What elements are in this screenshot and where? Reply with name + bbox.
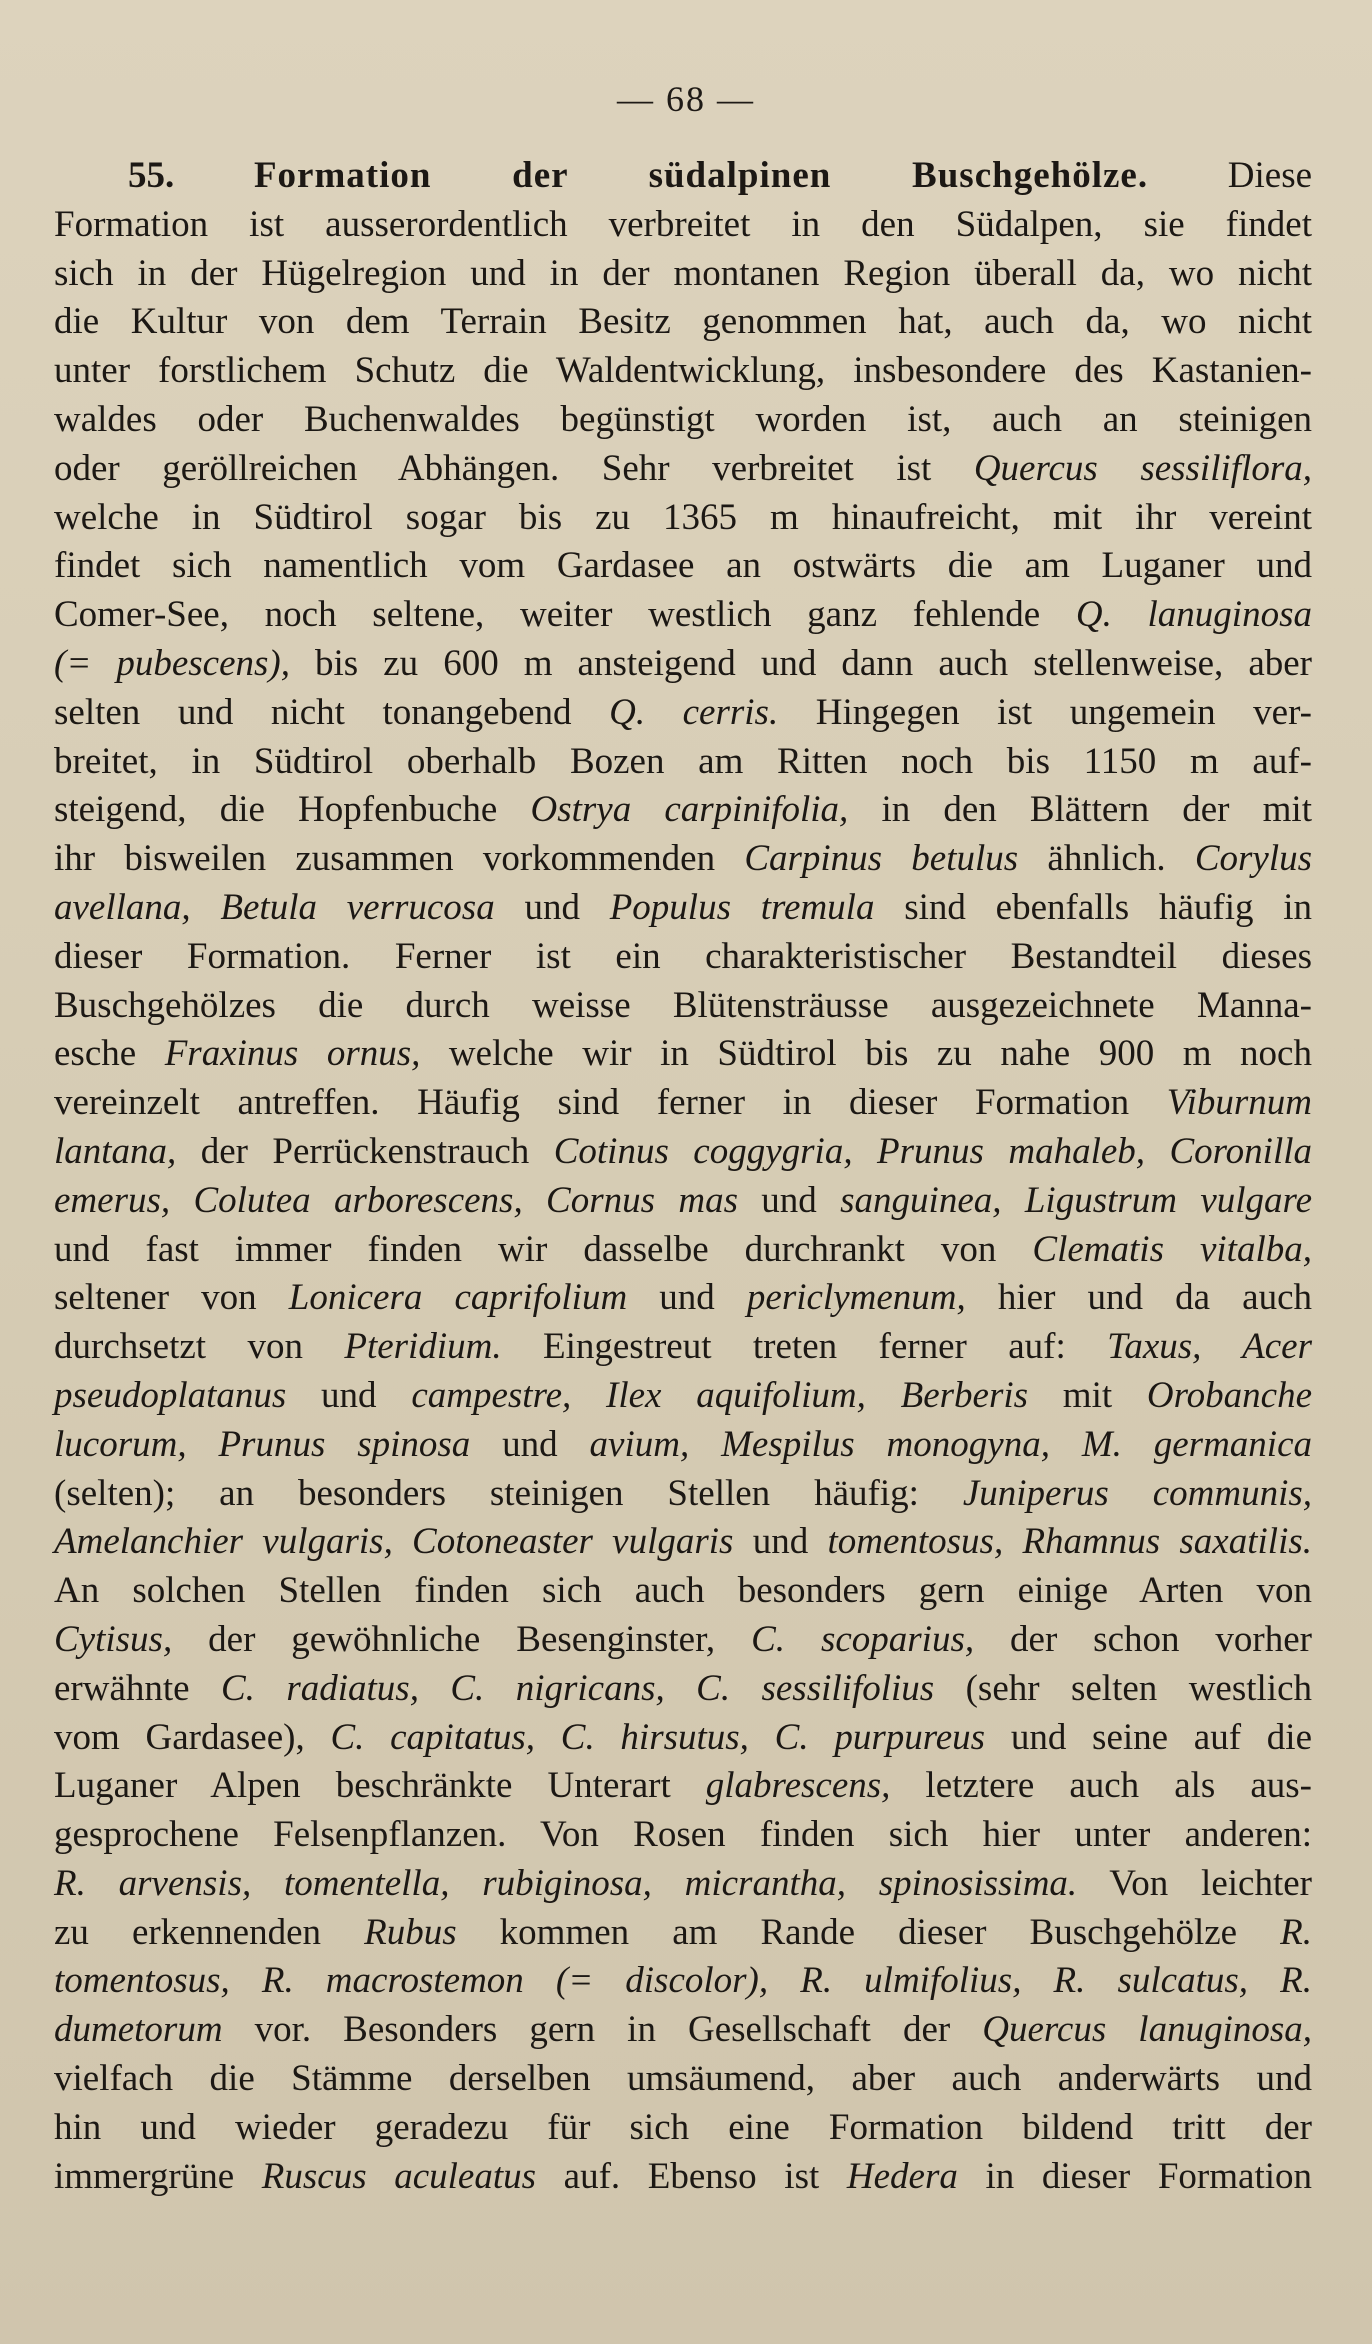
text-run: vor. Besonders gern in Gesellschaft der	[222, 2009, 983, 2051]
text-line	[54, 1274, 1312, 1323]
text-line	[54, 1665, 1312, 1714]
text-line	[54, 347, 1312, 396]
text-run: und	[494, 886, 610, 928]
italic-taxon: Hedera	[846, 2155, 958, 2197]
text-line	[54, 591, 1312, 640]
text-run: ihr bisweilen zusammen vorkommenden	[54, 838, 745, 880]
text-line	[54, 1518, 1312, 1567]
text-run: der Perrückenstrauch	[176, 1130, 554, 1172]
text-run: seltener von	[54, 1277, 289, 1319]
text-line	[54, 1762, 1312, 1811]
text-run: Hingegen ist ungemein ver-	[778, 691, 1312, 733]
text-line	[54, 982, 1312, 1031]
italic-taxon: Cytisus,	[54, 1618, 173, 1660]
text-line	[54, 1567, 1312, 1616]
text-run: letztere auch als aus-	[890, 1765, 1312, 1807]
italic-taxon: Viburnum	[1166, 1082, 1312, 1124]
section-heading: Formation der südalpinen Buschgehölze.	[253, 155, 1149, 196]
text-line	[54, 396, 1312, 445]
page-number: — 68 —	[617, 79, 755, 119]
text-run: kommen am Rande dieser Buschgehölze	[456, 1911, 1281, 1953]
body-text	[54, 152, 1312, 2201]
italic-taxon: glabrescens,	[705, 1765, 891, 1807]
italic-taxon: lucorum, Prunus spinosa	[54, 1423, 471, 1465]
text-run: Buschgehölzes die durch weisse Blütensträusse ausgezeichnete Manna-	[54, 984, 1312, 1026]
italic-taxon: Clematis vitalba,	[1032, 1228, 1312, 1270]
italic-taxon: C. radiatus, C. nigricans, C. sessilifolius	[221, 1667, 935, 1709]
italic-taxon: Ruscus aculeatus	[261, 2155, 537, 2197]
italic-taxon: Fraxinus ornus,	[164, 1033, 421, 1075]
italic-taxon: C. capitatus, C. hirsutus, C. purpureus	[330, 1716, 986, 1758]
italic-taxon: Corylus	[1194, 838, 1313, 880]
text-run: und	[286, 1374, 412, 1416]
text-line	[54, 1079, 1312, 1128]
text-line	[54, 1909, 1312, 1958]
text-line	[54, 884, 1312, 933]
text-line	[54, 2104, 1312, 2153]
text-run: (selten); an besonders steinigen Stellen häufig:	[54, 1472, 963, 1514]
text-line	[54, 542, 1312, 591]
text-run: (sehr selten westlich	[934, 1667, 1312, 1709]
text-run: sind ebenfalls häufig in	[874, 886, 1312, 928]
text-run: Diese	[1227, 155, 1313, 196]
text-run: und	[733, 1521, 828, 1563]
text-run: hin und wieder geradezu für sich eine Formation bildend tritt der	[54, 2106, 1312, 2148]
text-line	[54, 689, 1312, 738]
italic-taxon: Orobanche	[1146, 1374, 1313, 1416]
text-line	[54, 1323, 1312, 1372]
italic-taxon: campestre, Ilex aquifolium, Berberis	[411, 1374, 1029, 1416]
text-run: immergrüne	[54, 2155, 262, 2197]
text-line	[54, 1177, 1312, 1226]
text-run: auf. Ebenso ist	[536, 2155, 847, 2197]
text-run: findet sich namentlich vom Gardasee an ostwärts die am Luganer und	[54, 545, 1312, 587]
text-line	[54, 1470, 1312, 1519]
text-line	[54, 1128, 1312, 1177]
text-line	[54, 445, 1312, 494]
italic-taxon: Q. cerris.	[609, 691, 779, 733]
text-run: der schon vorher	[974, 1618, 1312, 1660]
italic-taxon: Quercus sessiliflora,	[973, 447, 1312, 489]
text-run: sich in der Hügelregion und in der montanen Region überall da, wo nicht	[54, 252, 1312, 294]
text-run: selten und nicht tonangebend	[54, 691, 610, 733]
text-line	[54, 738, 1312, 787]
italic-taxon: Amelanchier vulgaris, Cotoneaster vulgaris	[54, 1521, 734, 1563]
italic-taxon: Cotinus coggygria, Prunus mahaleb, Coronilla	[553, 1130, 1313, 1172]
text-run: vielfach die Stämme derselben umsäumend, aber auch anderwärts und	[54, 2058, 1312, 2100]
text-line	[54, 250, 1312, 299]
text-line	[54, 786, 1312, 835]
text-run: die Kultur von dem Terrain Besitz genommen hat, auch da, wo nicht	[54, 301, 1312, 343]
text-run: Eingestreut treten ferner auf:	[501, 1326, 1108, 1368]
text-line	[54, 2006, 1312, 2055]
italic-taxon: sanguinea, Ligustrum vulgare	[840, 1179, 1312, 1221]
text-line	[54, 1860, 1312, 1909]
text-run: esche	[54, 1033, 165, 1075]
text-run: zu erkennenden	[54, 1911, 365, 1953]
text-run: Comer-See, noch seltene, weiter westlich ganz fehlende	[54, 594, 1076, 636]
italic-taxon: dumetorum	[54, 2009, 223, 2051]
text-line	[54, 1957, 1312, 2006]
text-run: und	[737, 1179, 841, 1221]
text-run: Luganer Alpen beschränkte Unterart	[54, 1765, 706, 1807]
italic-taxon: tomentosus, Rhamnus saxatilis.	[827, 1521, 1312, 1563]
text-run: erwähnte	[54, 1667, 221, 1709]
italic-taxon: Populus tremula	[609, 886, 875, 928]
italic-taxon: Q. lanuginosa	[1075, 594, 1312, 636]
text-run: und seine auf die	[985, 1716, 1312, 1758]
text-run: Formation ist ausserordentlich verbreitet in den Südalpen, sie findet	[54, 203, 1312, 245]
text-run: vom Gardasee),	[54, 1716, 331, 1758]
text-run: mit	[1028, 1374, 1147, 1416]
text-run: An solchen Stellen finden sich auch besonders gern einige Arten von	[54, 1570, 1312, 1612]
italic-taxon: C. scoparius,	[751, 1618, 975, 1660]
text-line	[54, 201, 1312, 250]
text-line	[54, 2153, 1312, 2202]
text-line	[54, 1714, 1312, 1763]
text-line	[54, 1226, 1312, 1275]
text-line	[54, 1421, 1312, 1470]
text-run: in den Blättern der mit	[848, 789, 1312, 831]
text-run: vereinzelt antreffen. Häufig sind ferner in dieser Formation	[54, 1082, 1167, 1124]
text-run: steigend, die Hopfenbuche	[54, 789, 531, 831]
text-line	[54, 1616, 1312, 1665]
text-run: bis zu 600 m ansteigend und dann auch stellenweise, aber	[289, 642, 1312, 684]
text-run: breitet, in Südtirol oberhalb Bozen am Ritten noch bis 1150 m auf-	[54, 740, 1312, 782]
text-run: und	[627, 1277, 747, 1319]
text-line	[54, 1030, 1312, 1079]
paragraph	[54, 201, 1312, 2202]
italic-taxon: emerus, Colutea arborescens, Cornus mas	[54, 1179, 738, 1221]
italic-taxon: Taxus, Acer	[1107, 1326, 1313, 1368]
text-run: und	[470, 1423, 590, 1465]
text-run: oder geröllreichen Abhängen. Sehr verbreitet ist	[54, 447, 974, 489]
italic-taxon: R.	[1280, 1911, 1312, 1953]
text-run: waldes oder Buchenwaldes begünstigt worden ist, auch an steinigen	[54, 398, 1312, 440]
text-run: und fast immer finden wir dasselbe durchrankt von	[54, 1228, 1033, 1270]
text-run: dieser Formation. Ferner ist ein charakteristischer Bestandteil dieses	[54, 935, 1312, 977]
italic-taxon: avium, Mespilus monogyna, M. germanica	[589, 1423, 1313, 1465]
italic-taxon: (= pubescens),	[54, 642, 290, 684]
italic-taxon: tomentosus, R. macrostemon (= discolor), R. ulmifolius, R. sulcatus, R.	[54, 1960, 1312, 2002]
text-line	[54, 298, 1312, 347]
italic-taxon: R. arvensis, tomentella, rubiginosa, micrantha, spinosissima.	[54, 1862, 1078, 1904]
text-run: welche wir in Südtirol bis zu nahe 900 m noch	[420, 1033, 1312, 1075]
text-line	[54, 640, 1312, 689]
italic-taxon: periclymenum,	[746, 1277, 966, 1319]
heading-line	[54, 152, 1312, 201]
italic-taxon: avellana, Betula verrucosa	[54, 886, 495, 928]
text-run: gesprochene Felsenpflanzen. Von Rosen finden sich hier unter anderen:	[54, 1814, 1312, 1856]
text-line	[54, 2055, 1312, 2104]
italic-taxon: lantana,	[54, 1130, 177, 1172]
text-line	[54, 933, 1312, 982]
text-run: Von leichter	[1077, 1862, 1312, 1904]
text-line-0	[1228, 155, 1312, 196]
italic-taxon: Quercus lanuginosa,	[982, 2009, 1313, 2051]
text-run: unter forstlichem Schutz die Waldentwicklung, insbesondere des Kastanien-	[54, 350, 1312, 392]
text-line	[54, 1372, 1312, 1421]
italic-taxon: Pteridium.	[344, 1326, 502, 1368]
text-line	[54, 494, 1312, 543]
text-run: in dieser Formation	[957, 2155, 1312, 2197]
text-line	[54, 835, 1312, 884]
section-number: 55.	[128, 155, 175, 196]
text-run: hier und da auch	[965, 1277, 1313, 1319]
italic-taxon: Ostrya carpinifolia,	[530, 789, 849, 831]
italic-taxon: Carpinus betulus	[744, 838, 1019, 880]
text-run: durchsetzt von	[54, 1326, 345, 1368]
italic-taxon: Juniperus communis,	[962, 1472, 1313, 1514]
italic-taxon: Lonicera caprifolium	[288, 1277, 628, 1319]
text-line	[54, 1811, 1312, 1860]
italic-taxon: pseudoplatanus	[54, 1374, 287, 1416]
text-run: ähnlich.	[1018, 838, 1195, 880]
italic-taxon: Rubus	[364, 1911, 457, 1953]
text-run: der gewöhnliche Besenginster,	[172, 1618, 752, 1660]
text-run: welche in Südtirol sogar bis zu 1365 m hinaufreicht, mit ihr vereint	[54, 496, 1312, 538]
